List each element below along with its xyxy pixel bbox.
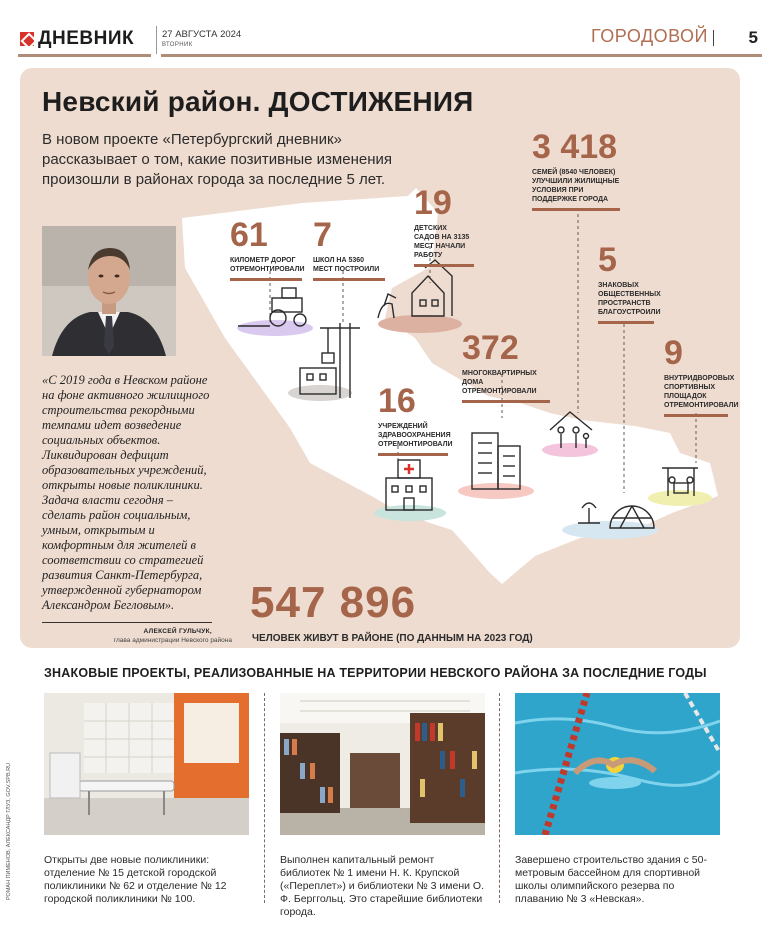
stat-families: [532, 130, 620, 211]
stat-label: ВНУТРИДВОРОВЫХ СПОРТИВНЫХ ПЛОЩАДОК ОТРЕМОНТИРОВАЛИ: [664, 375, 739, 409]
stat-rule: [414, 264, 474, 267]
section-divider: [713, 30, 714, 46]
photo-swimming-pool: [515, 693, 720, 835]
newspaper-logo[interactable]: [20, 28, 134, 50]
photo-polyclinic: [44, 693, 249, 835]
projects-heading: ЗНАКОВЫЕ ПРОЕКТЫ, РЕАЛИЗОВАННЫЕ НА ТЕРРИТОРИИ НЕВСКОГО РАЙОНА ЗА ПОСЛЕДНИЕ ГОДЫ: [44, 666, 707, 680]
stat-rule: [378, 453, 448, 456]
stat-label: УЧРЕЖДЕНИЙ ЗДРАВООХРАНЕНИЯ ОТРЕМОНТИРОВАЛИ: [378, 423, 453, 448]
logo-text: ДНЕВНИК: [38, 28, 135, 49]
housing-base: [458, 483, 534, 499]
population-label: ЧЕЛОВЕК ЖИВУТ В РАЙОНЕ (ПО ДАННЫМ НА 2023 ГОД): [252, 633, 533, 644]
stat-value: 19: [414, 184, 452, 222]
official-quote: «С 2019 года в Невском районе на фоне активного жилищного строительства рекордными темпами идет возведение социальных объектов. Ликвидирован дефицит образовательных учреждений, открыты новые поликлиники. Задача власти сегодня – сделать район социальным, умным, открытым и комфортным для жителей в соответствии со стратегией развития Санкт-Петербурга, утвержденной губернатором Александром Бегловым».: [42, 373, 210, 612]
stat-rule: [598, 321, 654, 324]
polyclinic-illustration: [44, 693, 249, 835]
header-rule-left: [18, 54, 151, 57]
column-divider-2: [499, 693, 500, 903]
road-base: [237, 320, 313, 336]
stat-value: 372: [462, 329, 519, 367]
intro-text: В новом проекте «Петербургский дневник» рассказывает о том, какие позитивные изменения произошли в районах города за последние 5 лет.: [42, 131, 392, 188]
column-divider-1: [264, 693, 265, 903]
photo-library: [280, 693, 485, 835]
issue-weekday: ВТОРНИК: [162, 42, 193, 48]
stat-rule: [230, 278, 302, 281]
header-rule-right: [161, 54, 762, 57]
page-title: Невский район. ДОСТИЖЕНИЯ: [42, 86, 474, 117]
stat-value: 3 418: [532, 128, 618, 166]
family-base: [542, 443, 598, 457]
stat-label: КИЛОМЕТР ДОРОГ ОТРЕМОНТИРОВАЛИ: [230, 257, 305, 273]
school-base: [288, 385, 352, 401]
section-name: ГОРОДОВОЙ: [591, 26, 708, 46]
kindergarten-base: [378, 315, 462, 333]
portrait-illustration: [42, 226, 176, 356]
stat-rule: [313, 278, 385, 281]
infographic-panel: [20, 68, 740, 648]
signature-name: АЛЕКСЕЙ ГУЛЬЧУК,: [143, 628, 212, 635]
stat-sports-grounds: [664, 334, 739, 417]
stat-healthcare: [378, 382, 453, 456]
page-number: 5: [748, 28, 758, 47]
stat-value: 9: [664, 334, 683, 372]
stat-apartment-buildings: [462, 331, 550, 403]
stat-roads: [230, 216, 305, 281]
stat-label: ШКОЛ НА 5360 МЕСТ ПОСТРОИЛИ: [313, 257, 380, 273]
stat-schools: [313, 218, 385, 281]
stat-rule: [664, 414, 728, 417]
stat-rule: [532, 208, 620, 211]
stat-label: СЕМЕЙ (8540 ЧЕЛОВЕК) УЛУЧШИЛИ ЖИЛИЩНЫЕ УСЛОВИЯ ПРИ ПОДДЕРЖКЕ ГОРОДА: [532, 169, 620, 203]
stat-value: 61: [230, 216, 268, 254]
stat-rule: [462, 400, 550, 403]
stat-value: 5: [598, 241, 617, 279]
caption-library: Выполнен капитальный ремонт библиотек № 1 имени Н. К. Крупской («Переплет») и библиотеки № 3 имени О. Ф. Берггольц. Это старейшие библиотеки города.: [280, 854, 485, 918]
stat-public-spaces: [598, 241, 661, 324]
stat-value: 16: [378, 382, 416, 420]
caption-pool: Завершено строительство здания с 50-метровым бассейном для спортивной школы олимпийского резерва по плаванию № 3 «Невская».: [515, 854, 707, 905]
pool-illustration: [515, 693, 720, 835]
library-illustration: [280, 693, 485, 835]
signature-role: глава администрации Невского района: [113, 637, 232, 644]
stat-label: ДЕТСКИХ САДОВ НА 3135 МЕСТ НАЧАЛИ РАБОТУ: [414, 225, 470, 259]
clinic-base: [374, 505, 446, 521]
stat-label: ЗНАКОВЫХ ОБЩЕСТВЕННЫХ ПРОСТРАНСТВ БЛАГОУСТРОИЛИ: [598, 282, 661, 316]
caption-polyclinic: Открыты две новые поликлиники: отделение № 15 детской городской поликлиники № 62 и отделение № 12 городской поликлиники № 100.: [44, 854, 227, 905]
population-value: 547 896: [250, 578, 417, 627]
signature-rule: [42, 622, 212, 623]
stat-value: 7: [313, 216, 332, 254]
issue-date: 27 АВГУСТА 2024: [162, 29, 242, 40]
header-divider: [156, 26, 157, 54]
page-header: [18, 18, 762, 58]
logo-icon: [20, 32, 34, 46]
photo-credit: [2, 740, 14, 900]
photo-credit-text: РОМАН ПИМЕНОВ, АЛЕКСАНДР ГЛУЗ, GOV.SPB.RU: [6, 762, 12, 900]
stat-label: МНОГОКВАРТИРНЫХ ДОМА ОТРЕМОНТИРОВАЛИ: [462, 370, 537, 395]
official-portrait: [42, 226, 176, 356]
stat-kindergartens: [414, 186, 474, 267]
